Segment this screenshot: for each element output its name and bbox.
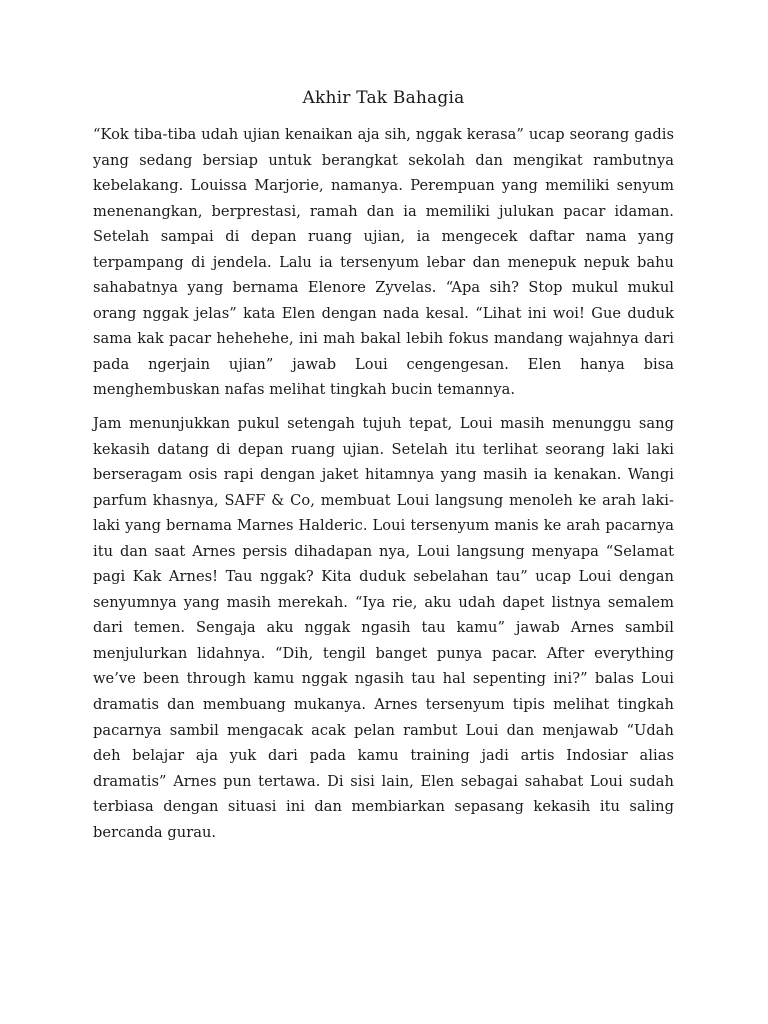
paragraph-1: “Kok tiba-tiba udah ujian kenaikan aja sih, nggak kerasa” ucap seorang gadis yang sedang bersiap untuk berangkat sekolah dan mengikat rambutnya kebelakang. Louissa Marjorie, namanya. Perempuan yang memiliki senyum menenangkan, berprestasi, ramah dan ia memiliki julukan pacar idaman. Setelah sampai di depan ruang ujian, ia mengecek daftar nama yang terpampang di jendela. Lalu ia tersenyum lebar dan menepuk nepuk bahu sahabatnya yang bernama Elenore Zyvelas. “Apa sih? Stop mukul mukul orang nggak jelas” kata Elen dengan nada kesal. “Lihat ini woi! Gue duduk sama kak pacar hehehehe, ini mah bakal lebih fokus mandang wajahnya dari pada ngerjain ujian” jawab Loui cengengesan. Elen hanya bisa menghembuskan nafas melihat tingkah bucin temannya. bbox=[93, 126, 674, 399]
paragraph-2: Jam menunjukkan pukul setengah tujuh tepat, Loui masih menunggu sang kekasih datang di depan ruang ujian. Setelah itu terlihat seorang laki laki berseragam osis rapi dengan jaket hitamnya yang masih ia kenakan. Wangi parfum khasnya, SAFF & Co, membuat Loui langsung menoleh ke arah laki-laki yang bernama Marnes Halderic. Loui tersenyum manis ke arah pacarnya itu dan saat Arnes persis dihadapan nya, Loui langsung menyapa “Selamat pagi Kak Arnes! Tau nggak? Kita duduk sebelahan tau” ucap Loui dengan senyumnya yang masih merekah. “Iya rie, aku udah dapet listnya semalem dari temen. Sengaja aku nggak ngasih tau kamu” jawab Arnes sambil menjulurkan lidahnya. “Dih, tengil banget punya pacar. After everything we’ve been through kamu nggak ngasih tau hal sepenting ini?” balas Loui dramatis dan membuang mukanya. Arnes tersenyum tipis melihat tingkah pacarnya sambil mengacak acak pelan rambut Loui dan menjawab “Udah deh belajar aja yuk dari pada kamu training jadi artis Indosiar alias dramatis” Arnes pun tertawa. Di sisi lain, Elen sebagai sahabat Loui sudah terbiasa dengan situasi ini dan membiarkan sepasang kekasih itu saling bercanda gurau. bbox=[93, 415, 674, 841]
document-title: Akhir Tak Bahagia bbox=[302, 88, 465, 108]
document-page bbox=[93, 84, 674, 853]
